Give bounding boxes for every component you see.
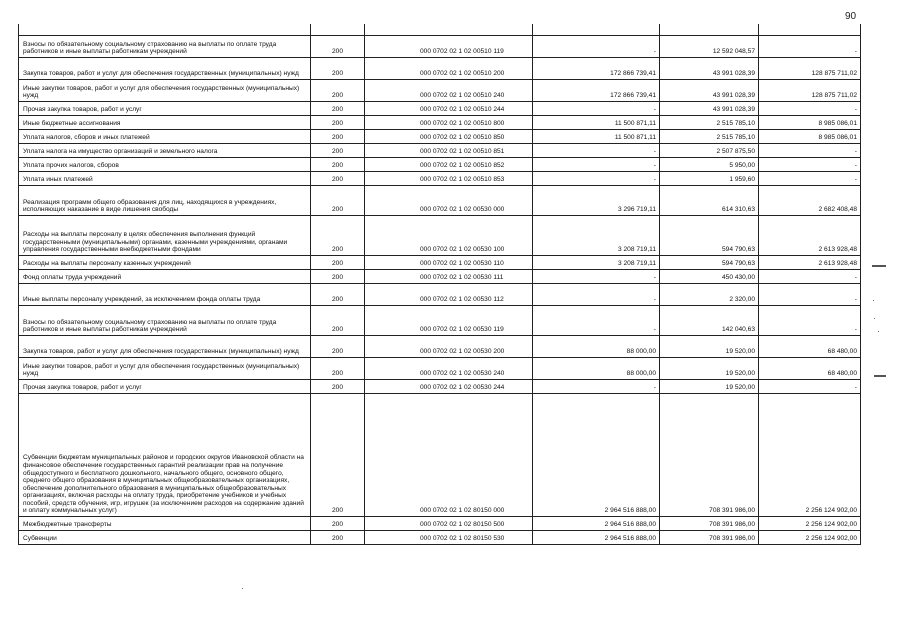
row-remaining: 68 480,00 <box>759 358 861 380</box>
row-name: Иные закупки товаров, работ и услуг для обеспечения государственных (муниципальных) нужд <box>19 80 311 102</box>
row-executed: 19 520,00 <box>660 336 759 358</box>
row-code: 200 <box>311 531 365 545</box>
row-code: 200 <box>311 58 365 80</box>
row-code: 200 <box>311 144 365 158</box>
row-classification-code: 000 0702 02 1 02 00530 110 <box>365 256 533 270</box>
row-name: Фонд оплаты труда учреждений <box>19 270 311 284</box>
table-row <box>19 380 861 394</box>
row-classification-code: 000 0702 02 1 02 00530 100 <box>365 216 533 256</box>
row-classification-code: 000 0702 02 1 02 00510 240 <box>365 80 533 102</box>
row-code: 200 <box>311 172 365 186</box>
table-row <box>19 186 861 216</box>
row-classification-code: 000 0702 02 1 02 00510 852 <box>365 158 533 172</box>
table-row <box>19 270 861 284</box>
scan-mark <box>874 375 886 377</box>
row-executed: 450 430,00 <box>660 270 759 284</box>
row-code: 200 <box>311 116 365 130</box>
row-code: 200 <box>311 216 365 256</box>
row-remaining: 2 256 124 902,00 <box>759 394 861 517</box>
row-classification-code: 000 0702 02 1 02 00530 000 <box>365 186 533 216</box>
table-row <box>19 102 861 116</box>
table-row <box>19 284 861 306</box>
row-executed: 12 592 048,57 <box>660 36 759 58</box>
row-classification-code: 000 0702 02 1 02 80150 000 <box>365 394 533 517</box>
row-name: Субвенции <box>19 531 311 545</box>
row-approved: - <box>533 102 660 116</box>
row-code: 200 <box>311 130 365 144</box>
scan-speck <box>878 331 879 332</box>
row-classification-code: 000 0702 02 1 02 80150 500 <box>365 517 533 531</box>
row-remaining: - <box>759 306 861 336</box>
row-classification-code: 000 0702 02 1 02 00530 240 <box>365 358 533 380</box>
row-name: Иные закупки товаров, работ и услуг для обеспечения государственных (муниципальных) нужд <box>19 358 311 380</box>
row-classification-code: 000 0702 02 1 02 00510 119 <box>365 36 533 58</box>
row-remaining: - <box>759 172 861 186</box>
row-approved: - <box>533 380 660 394</box>
row-name: Закупка товаров, работ и услуг для обеспечения государственных (муниципальных) нужд <box>19 336 311 358</box>
row-classification-code: 000 0702 02 1 02 00530 244 <box>365 380 533 394</box>
row-approved: 172 866 739,41 <box>533 58 660 80</box>
row-remaining: 2 613 928,48 <box>759 216 861 256</box>
row-remaining: 2 682 408,48 <box>759 186 861 216</box>
row-code: 200 <box>311 517 365 531</box>
table-row <box>19 531 861 545</box>
scan-speck <box>873 300 874 301</box>
row-name: Уплата налога на имущество организаций и земельного налога <box>19 144 311 158</box>
row-code: 200 <box>311 80 365 102</box>
table-row <box>19 130 861 144</box>
row-executed: 5 950,00 <box>660 158 759 172</box>
row-name: Межбюджетные трансферты <box>19 517 311 531</box>
row-code: 200 <box>311 358 365 380</box>
row-remaining: - <box>759 102 861 116</box>
table-cell <box>365 24 533 36</box>
table-row <box>19 36 861 58</box>
scan-speck <box>874 318 875 319</box>
table-cell <box>660 24 759 36</box>
row-approved: 172 866 739,41 <box>533 80 660 102</box>
row-executed: 43 991 028,39 <box>660 58 759 80</box>
row-classification-code: 000 0702 02 1 02 00510 853 <box>365 172 533 186</box>
row-approved: 11 500 871,11 <box>533 130 660 144</box>
row-classification-code: 000 0702 02 1 02 00510 800 <box>365 116 533 130</box>
row-name: Иные выплаты персоналу учреждений, за исключением фонда оплаты труда <box>19 284 311 306</box>
table-row <box>19 358 861 380</box>
row-executed: 708 391 986,00 <box>660 394 759 517</box>
row-code: 200 <box>311 256 365 270</box>
row-name: Прочая закупка товаров, работ и услуг <box>19 380 311 394</box>
row-approved: 88 000,00 <box>533 358 660 380</box>
row-executed: 43 991 028,39 <box>660 80 759 102</box>
row-classification-code: 000 0702 02 1 02 00510 851 <box>365 144 533 158</box>
row-name: Уплата иных платежей <box>19 172 311 186</box>
table-row <box>19 306 861 336</box>
row-classification-code: 000 0702 02 1 02 00530 112 <box>365 284 533 306</box>
row-code: 200 <box>311 186 365 216</box>
row-classification-code: 000 0702 02 1 02 00530 111 <box>365 270 533 284</box>
row-executed: 2 507 875,50 <box>660 144 759 158</box>
row-name: Реализация программ общего образования для лиц, находящихся в учреждениях, исполняющих наказание в виде лишения свободы <box>19 186 311 216</box>
table-cell <box>19 24 311 36</box>
table-row <box>19 216 861 256</box>
row-code: 200 <box>311 380 365 394</box>
table-cell <box>311 24 365 36</box>
row-approved: - <box>533 270 660 284</box>
row-classification-code: 000 0702 02 1 02 00510 850 <box>365 130 533 144</box>
row-remaining: 2 256 124 902,00 <box>759 517 861 531</box>
row-remaining: - <box>759 36 861 58</box>
table-row <box>19 144 861 158</box>
table-row <box>19 116 861 130</box>
row-approved: - <box>533 306 660 336</box>
row-code: 200 <box>311 394 365 517</box>
table-cell <box>533 24 660 36</box>
row-classification-code: 000 0702 02 1 02 00530 119 <box>365 306 533 336</box>
row-remaining: - <box>759 270 861 284</box>
row-classification-code: 000 0702 02 1 02 00510 200 <box>365 58 533 80</box>
scan-speck <box>242 588 243 589</box>
table-row <box>19 256 861 270</box>
row-executed: 43 991 028,39 <box>660 102 759 116</box>
row-name: Расходы на выплаты персоналу казенных учреждений <box>19 256 311 270</box>
row-remaining: 2 613 928,48 <box>759 256 861 270</box>
row-approved: 2 964 516 888,00 <box>533 394 660 517</box>
row-executed: 708 391 986,00 <box>660 517 759 531</box>
row-remaining: 2 256 124 902,00 <box>759 531 861 545</box>
row-name: Уплата прочих налогов, сборов <box>19 158 311 172</box>
scan-mark <box>872 265 886 267</box>
row-remaining: - <box>759 158 861 172</box>
row-classification-code: 000 0702 02 1 02 00510 244 <box>365 102 533 116</box>
row-code: 200 <box>311 158 365 172</box>
row-executed: 594 790,63 <box>660 256 759 270</box>
row-name: Взносы по обязательному социальному страхованию на выплаты по оплате труда работников и иные выплаты работникам учреждений <box>19 306 311 336</box>
row-approved: 88 000,00 <box>533 336 660 358</box>
row-name: Прочая закупка товаров, работ и услуг <box>19 102 311 116</box>
row-remaining: 8 985 086,01 <box>759 116 861 130</box>
row-code: 200 <box>311 284 365 306</box>
row-approved: - <box>533 36 660 58</box>
row-name: Взносы по обязательному социальному страхованию на выплаты по оплате труда работников и иные выплаты работникам учреждений <box>19 36 311 58</box>
row-executed: 19 520,00 <box>660 358 759 380</box>
table-cell <box>759 24 861 36</box>
table-row <box>19 80 861 102</box>
row-classification-code: 000 0702 02 1 02 80150 530 <box>365 531 533 545</box>
table-row <box>19 517 861 531</box>
budget-execution-table <box>18 24 861 545</box>
row-remaining: 128 875 711,02 <box>759 80 861 102</box>
row-name: Уплата налогов, сборов и иных платежей <box>19 130 311 144</box>
row-executed: 614 310,63 <box>660 186 759 216</box>
row-remaining: 128 875 711,02 <box>759 58 861 80</box>
row-approved: - <box>533 172 660 186</box>
row-remaining: - <box>759 380 861 394</box>
row-code: 200 <box>311 270 365 284</box>
row-code: 200 <box>311 36 365 58</box>
row-approved: 3 208 719,11 <box>533 256 660 270</box>
row-approved: - <box>533 144 660 158</box>
row-approved: 11 500 871,11 <box>533 116 660 130</box>
table-row <box>19 58 861 80</box>
table-row <box>19 158 861 172</box>
row-executed: 1 959,60 <box>660 172 759 186</box>
row-executed: 708 391 986,00 <box>660 531 759 545</box>
row-remaining: 8 985 086,01 <box>759 130 861 144</box>
row-approved: 3 296 719,11 <box>533 186 660 216</box>
row-approved: - <box>533 158 660 172</box>
row-remaining: - <box>759 284 861 306</box>
table-top-stub-row <box>19 24 861 36</box>
row-name: Расходы на выплаты персоналу в целях обеспечения выполнения функций государственными (муниципальными) органами, казенными учреждениями, органами управления государственными внебюджетными фондами <box>19 216 311 256</box>
row-executed: 2 320,00 <box>660 284 759 306</box>
table-row <box>19 394 861 517</box>
row-approved: 2 964 516 888,00 <box>533 531 660 545</box>
row-code: 200 <box>311 306 365 336</box>
row-approved: 3 208 719,11 <box>533 216 660 256</box>
row-executed: 142 040,63 <box>660 306 759 336</box>
row-approved: 2 964 516 888,00 <box>533 517 660 531</box>
row-name: Субвенции бюджетам муниципальных районов и городских округов Ивановской области на финансовое обеспечение государственных гарантий реализации прав на получение общедоступного и бесплатного дошкольного, начального общего, основного общего, среднего общего образования в муниципальных общеобразовательных организациях, обеспечение дополнительного образования в муниципальных общеобразовательных организациях, включая расходы на оплату труда, приобретение учебников и учебных пособий, средств обучения, игр, игрушек (за исключением расходов на содержание зданий и оплату коммунальных услуг) <box>19 394 311 517</box>
row-executed: 2 515 785,10 <box>660 116 759 130</box>
row-classification-code: 000 0702 02 1 02 00530 200 <box>365 336 533 358</box>
row-code: 200 <box>311 336 365 358</box>
row-executed: 594 790,63 <box>660 216 759 256</box>
row-remaining: - <box>759 144 861 158</box>
table-row <box>19 172 861 186</box>
page-number: 90 <box>845 11 857 22</box>
row-name: Закупка товаров, работ и услуг для обеспечения государственных (муниципальных) нужд <box>19 58 311 80</box>
row-approved: - <box>533 284 660 306</box>
row-remaining: 68 480,00 <box>759 336 861 358</box>
row-executed: 19 520,00 <box>660 380 759 394</box>
row-code: 200 <box>311 102 365 116</box>
row-name: Иные бюджетные ассигнования <box>19 116 311 130</box>
row-executed: 2 515 785,10 <box>660 130 759 144</box>
table-row <box>19 336 861 358</box>
